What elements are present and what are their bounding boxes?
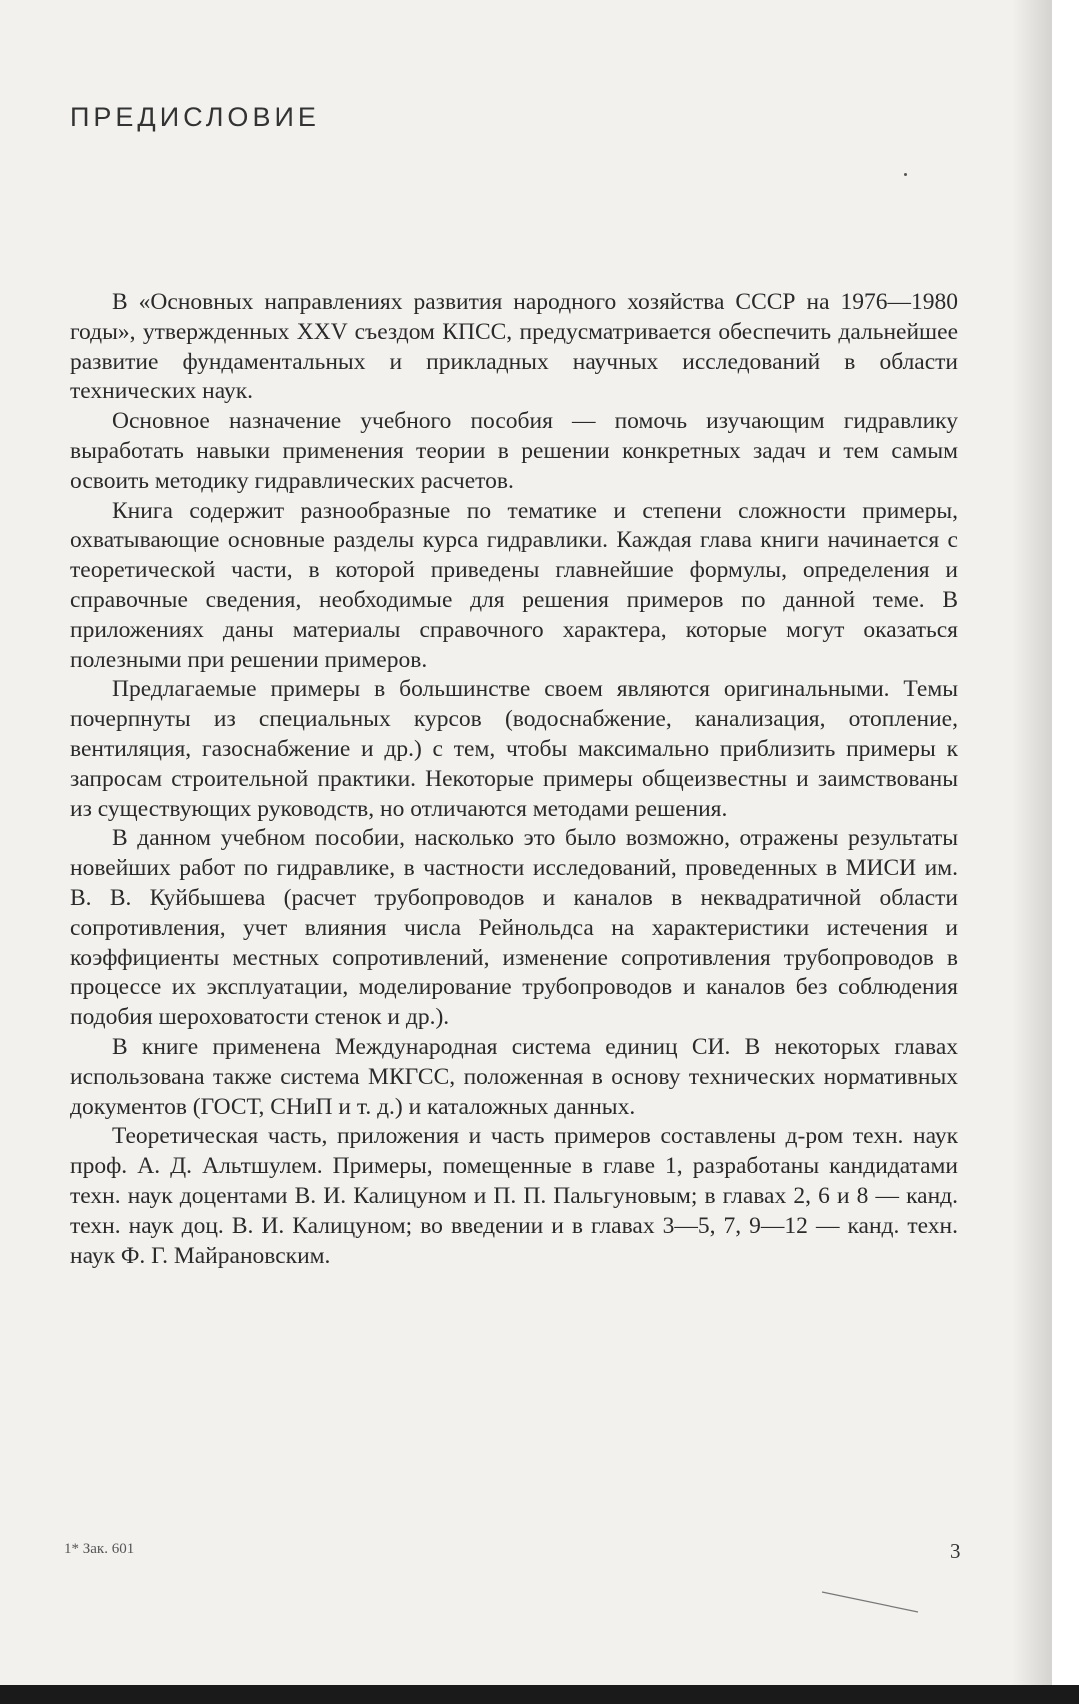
paragraph-research: В данном учебном пособии, насколько это было возможно, отражены результаты новейших работ по гидравлике, в частности исследований, проведенных в МИСИ им. В. В. Куйбышева (расчет трубопроводов и каналов в неквадратичной области сопротивления, учет влияния числа Рейнольдса на характеристики истечения и коэффициенты местных сопротивлений, изменение сопротивления трубопроводов в процессе их эксплуатации, моделирование трубопроводов и каналов без соблюдения подобия шероховатости стенок и др.). — [70, 825, 958, 1031]
scan-margin — [1052, 0, 1079, 1704]
scan-bottom-edge — [0, 1685, 1079, 1704]
page-title: ПРЕДИСЛОВИЕ — [70, 102, 320, 132]
page-number: 3 — [950, 1539, 961, 1563]
paragraph-examples: Предлагаемые примеры в большинстве своем являются оригинальными. Темы почерпнуты из специальных курсов (водоснабжение, канализация, отопление, вентиляция, газоснабжение и др.) с тем, чтобы максимально приблизить примеры к запросам строительной практики. Некоторые примеры общеизвестны и заимствованы из существующих руководств, но отличаются методами решения. — [70, 676, 958, 822]
paragraph-contents: Книга содержит разнообразные по тематике и степени сложности примеры, охватывающие основные разделы курса гидравлики. Каждая глава книги начинается с теоретической части, в которой приведены главнейшие формулы, определения и справочные сведения, необходимые для решения примеров по данной теме. В приложениях даны материалы справочного характера, которые могут оказаться полезными при решении примеров. — [70, 497, 958, 673]
print-speck — [904, 173, 907, 176]
page-shadow — [1012, 0, 1052, 1690]
scan-scratch-mark — [820, 1590, 920, 1614]
printer-signature: 1* Зак. 601 — [64, 1541, 135, 1557]
paragraph-intro: В «Основных направлениях развития народного хозяйства СССР на 1976—1980 годы», утвержденных XXV съездом КПСС, предусматривается обеспечить дальнейшее развитие фундаментальных и прикладных научных исследований в области технических наук. — [70, 289, 958, 405]
body-text — [70, 288, 958, 1271]
paragraph-units: В книге применена Международная система единиц СИ. В некоторых главах использована также система МКГСС, положенная в основу технических нормативных документов (ГОСТ, СНиП и т. д.) и каталожных данных. — [70, 1033, 958, 1120]
paragraph-authors: Теоретическая часть, приложения и часть примеров составлены д-ром техн. наук проф. А. Д. Альтшулем. Примеры, помещенные в главе 1, разработаны кандидатами техн. наук доцентами В. И. Калицуном и П. П. Пальгуновым; в главах 2, 6 и 8 — канд. техн. наук доц. В. И. Калицуном; во введении и в главах 3—5, 7, 9—12 — канд. техн. наук Ф. Г. Майрановским. — [70, 1123, 958, 1269]
paragraph-purpose: Основное назначение учебного пособия — помочь изучающим гидравлику выработать навыки применения теории в решении конкретных задач и тем самым освоить методику гидравлических расчетов. — [70, 408, 958, 494]
